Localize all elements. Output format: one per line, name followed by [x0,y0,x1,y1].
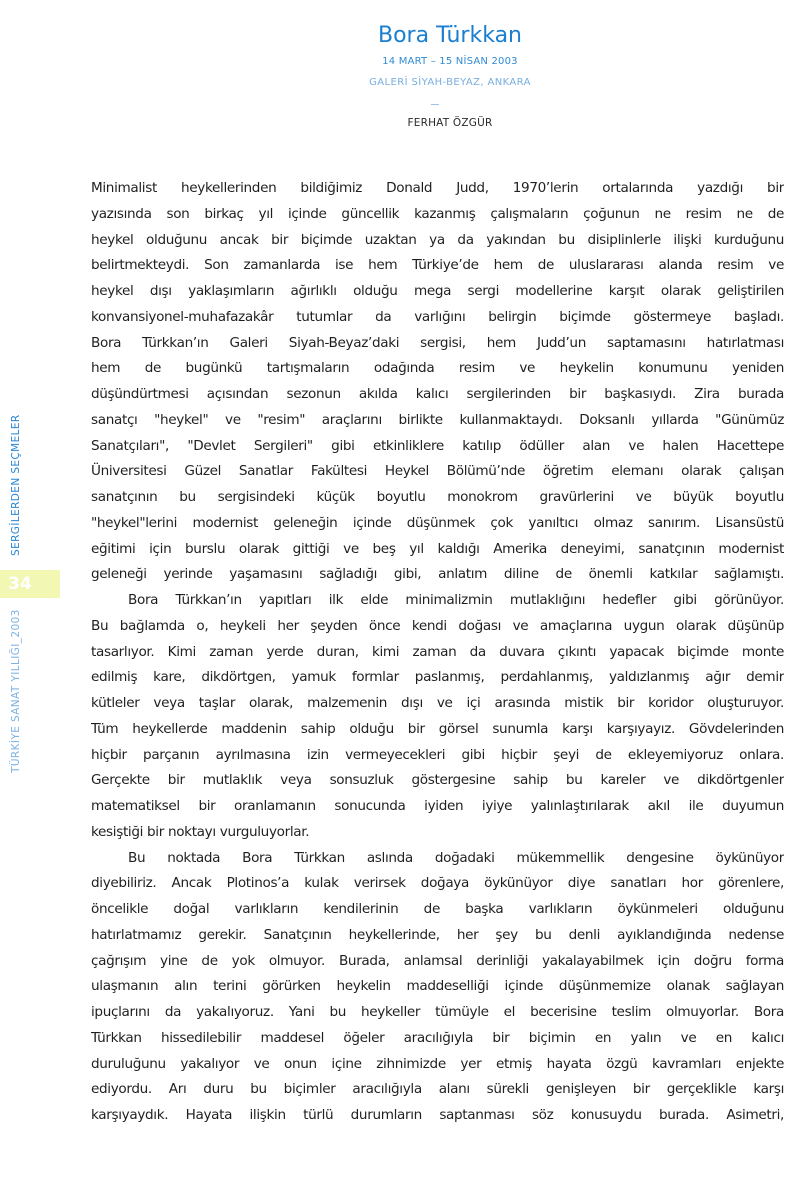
text-line: Bora Türkkan’ın yapıtları ilk elde minimalizmin mutlaklığını hedefler gibi görünüyor. [128,592,784,608]
text-line: ediyordu. Arı duru bu biçimler aracılığıyla alanı sürekli genişleyen bir gerçeklikle karşı [91,1081,784,1098]
text-line: hiçbir parçanın ayrılmasına izin vermeyecekleri gibi hiçbir şeyi de ekleyemiyoruz onlara. [91,746,784,763]
text-line: geleneği yerinde yaşamasını sağladığı gibi, anlatım diline de önemli katkılar sağlamıştı. [91,566,784,583]
text-line: Minimalist heykellerinden bildiğimiz Donald Judd, 1970’lerin ortalarında yazdığı bir [91,180,784,196]
text-line: Türkkan hissedilebilir maddesel öğeler aracılığıyla bir biçimin en yalın ve en kalıcı [91,1029,784,1046]
text-line: Tüm heykellerde maddenin sahip olduğu bir görsel sunumla karşı karşıyayız. Gövdelerinden [91,720,784,737]
text-line: konvansiyonel-muhafazakâr tutumlar da varlığını belirgin biçimde göstermeye başladı. [91,308,784,325]
header-divider [431,104,439,105]
exhibition-dates: 14 MART – 15 NİSAN 2003 [382,56,518,67]
text-line: heykel dışı yaklaşımların ağırlıklı olduğu mega sergi modellerine karşıt olarak geliştirilen [91,283,784,299]
text-line: düşündürtmesi açısından sezonun akılda kalıcı sergilerinden bir başkasıydı. Zira burada [91,386,784,402]
text-line: heykel olduğunu ancak bir biçimde uzaktan ya da yakından bu disiplinlerle ilişki kurduğunu [91,231,784,248]
text-line: matematiksel bir oranlamanın sonucunda iyiden iyiye yalınlaştırılarak akıl ile duyumun [91,798,784,814]
text-line: Bora Türkkan’ın Galeri Siyah-Beyaz’daki sergisi, hem Judd’un saptamasını hatırlatması [91,334,784,351]
text-line: Bu bağlamda o, heykeli her şeyden önce kendi doğası ve amaçlarına uygun olarak düşünüp [91,617,784,634]
text-line: edilmiş kare, dikdörtgen, yamuk formlar paslanmış, perdahlanmış, yaldızlanmış ağır demir [91,669,784,686]
text-line: hem de bugünkü tartışmaların odağında resim ve heykelin konumunu yeniden [91,360,784,377]
text-line: çağrışım yine de yok olmuyor. Burada, anlamsal derinliği yakalayabilmek için doğru forma [91,952,784,969]
article-body [91,176,784,1129]
text-line: belirtmekteydi. Son zamanlarda ise hem Türkiye’de hem de uluslararası alanda resim ve [91,257,784,274]
page-number-box [0,570,60,598]
text-line: sanatçı "heykel" ve "resim" araçlarını birlikte kullanmaktaydı. Doksanlı yıllarda "Günümüz [91,411,784,428]
text-line: sanatçının bu sergisindeki küçük boyutlu monokrom gravürlerini ve büyük boyutlu [91,489,784,505]
text-line: karşıyaydık. Hayata ilişkin türlü durumların saptanması söz konusuydu burada. Asimetri, [91,1107,784,1123]
text-line: diyebiliriz. Ancak Plotinos’a kulak verirsek doğaya öykünüyor diye sanatları hor görenlere, [91,875,784,892]
artist-title: Bora Türkkan [378,23,522,48]
text-line: hatırlatmamız gerekir. Sanatçının heykellerinde, her şey bu denli ayıklandığında nedense [91,926,784,943]
text-line: öncelikle doğal varlıkların kendilerinin de başka varlıkların öykünmeleri olduğunu [91,901,784,917]
text-line: ipuçlarını da yakalıyoruz. Yani bu heykeller tümüyle el becerisine teslim olmuyorlar. Bora [91,1004,784,1020]
text-line: duruluğunu yakalıyor ve onun içine zihnimizde yer etmiş hayata özgü kavramları enjekte [91,1055,784,1072]
text-line: tasarlıyor. Kimi zaman yerde duran, kimi zaman da duvara çıkıntı yapacak biçimde monte [91,643,784,660]
page-number: 34 [8,574,32,594]
text-line: "heykel"lerini modernist geleneğin içinde düşünmek çok yanıltıcı olmaz sanırım. Lisansüstü [91,514,784,531]
text-line: eğitimi için burslu olarak gittiği ve beş yıl kaldığı Amerika deneyimi, sanatçının modernist [91,540,784,557]
text-line: ulaşmanın alın terini görürken heykelin maddeselliği içinde düşünmemize olanak sağlayan [91,978,784,995]
text-line: Sanatçıları", "Devlet Sergileri" gibi etkinliklere katılıp ödüller alan ve halen Hacettepe [91,437,784,454]
exhibition-venue: GALERİ SİYAH-BEYAZ, ANKARA [369,77,531,88]
text-line: Gerçekte bir mutlaklık veya sonsuzluk göstergesine sahip bu kareler ve dikdörtgenler [91,772,784,789]
text-line: kütleler veya taşlar olarak, malzemenin dışı ve içi arasında mistik bir koridor oluşturuyor. [91,695,784,711]
text-line: Bu noktada Bora Türkkan aslında doğadaki mükemmellik dengesine öykünüyor [128,849,784,866]
section-label: SERGİLERDEN SEÇMELER [10,414,22,556]
text-line: yazısında son birkaç yıl içinde güncellik kazanmış çalışmaların çoğunun ne resim ne de [91,205,784,222]
text-line: kesiştiği bir noktayı vurguluyorlar. [91,823,310,840]
article-author: FERHAT ÖZGÜR [407,117,493,129]
publication-label: TÜRKİYE SANAT YILLIĞI_2003 [10,609,22,773]
text-line: Üniversitesi Güzel Sanatlar Fakültesi Heykel Bölümü’nde öğretim elemanı olarak çalışan [91,463,784,480]
